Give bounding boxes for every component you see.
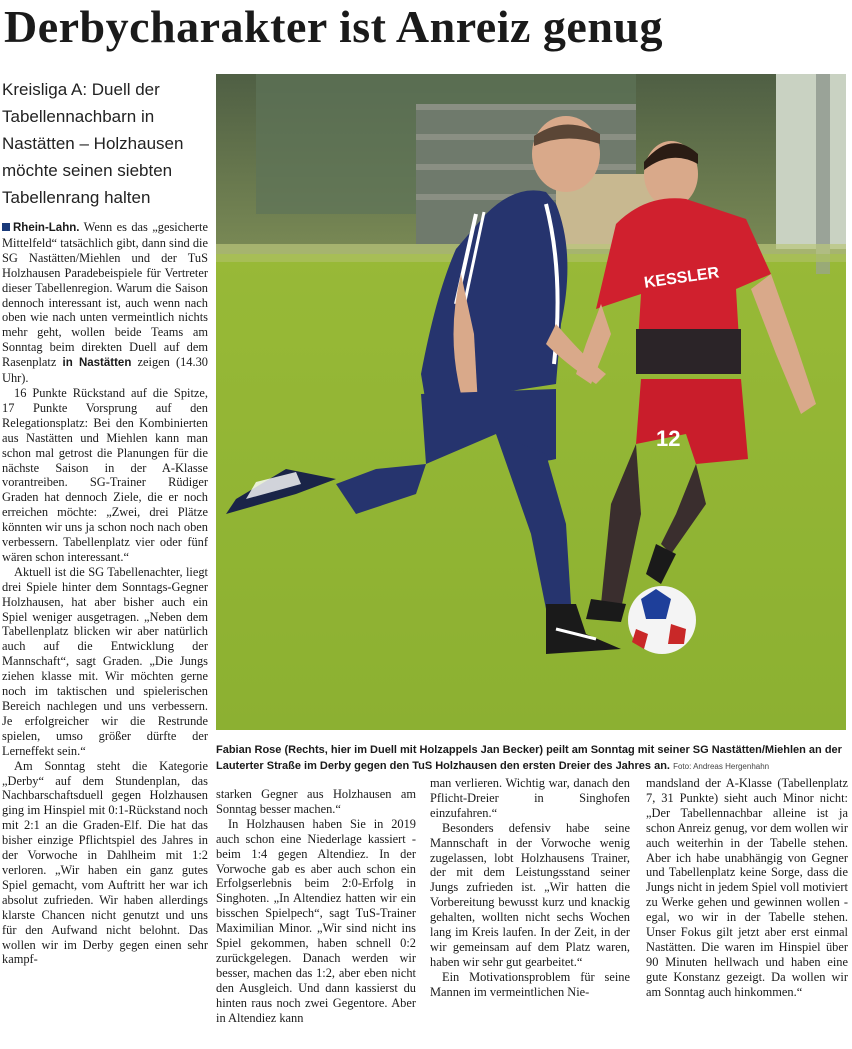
headline: Derbycharakter ist Anreiz genug xyxy=(4,1,664,52)
caption-text: Fabian Rose (Rechts, hier im Duell mit Holzappels Jan Becker) peilt am Sonntag mit seiner SG Nastätten/Miehlen an der Lauterter Straße im Derby gegen den TuS Holzhausen den ersten Dreier des Jahres an. xyxy=(216,744,842,772)
location-bold: in Nastätten xyxy=(62,357,132,370)
paragraph-text: Wenn es das „gesicherte Mittelfeld“ tatsächlich gibt, dann sind die SG Nastätten/Miehlen und der TuS Holzhausen Paradebeispiele für Vertreter dieser Tabellenregion. Warum die Saison dennoch interessant ist, auch wenn nach oben wie nach unten vermeintlich nichts mehr geht, wollen beide Teams am Sonntag beim direkten Duell auf dem Rasenplatz xyxy=(2,220,208,370)
photo-caption xyxy=(216,742,848,775)
paragraph: starken Gegner aus Holzhausen am Sonntag besser machen.“ xyxy=(216,787,416,816)
paragraph: Am Sonntag steht die Kategorie „Derby“ auf dem Stundenplan, das Nachbarschaftsduell gegen Holzhausen ging im Hinspiel mit 0:1-Rückstand noch mit 2:1 an die Graden-Elf. Die hat das bisher einzige Pflichtspiel des Jahres in der Vorwoche in Dahlheim mit 1:2 verloren. „Wir haben ein ganz gutes Spiel gemacht, vom Auftritt her war ich absolut zufrieden. Wir haben allerdings klarste Chancen nicht genutzt und uns für den Aufwand nicht belohnt. Das wollen wir im Derby gegen einen sehr kampf- xyxy=(2,758,208,967)
paragraph: man verlieren. Wichtig war, danach den Pflicht-Dreier in Singhofen einzufahren.“ xyxy=(430,776,630,820)
football xyxy=(628,586,696,654)
article-column-3 xyxy=(430,776,630,1000)
paragraph: Ein Motivationsproblem für seine Mannen im vermeintlichen Nie- xyxy=(430,969,630,999)
kicker-subheading: Kreisliga A: Duell der Tabellennachbarn in Nastätten – Holzhausen möchte seinen siebten Tabellenrang halten xyxy=(2,80,184,207)
paragraph xyxy=(2,220,208,386)
paragraph: In Holzhausen haben Sie in 2019 auch schon eine Niederlage kassiert - beim 1:4 gegen Altendiez. In der Vorwoche gab es aber auch schon ein Erfolgserlebnis beim 2:0-Erfolg in Singhoten. „In Altendiez hatten wir ein bisschen Spielpech“, sagt TuS-Trainer Maximilian Minor. „Wir sind nicht ins Spiel gekommen, haben schnell 0:2 zurückgelegen. Danach werden wir besser, machen das 1:2, aber eben nicht den Ausgleich. Und dann kassierst du hinten raus noch zwei Gegentore. Aber in Altendiez kann xyxy=(216,816,416,1025)
paragraph: Aktuell ist die SG Tabellenachter, liegt drei Spiele hinter dem Sonntags-Gegner Holzhausen, hat aber bisher auch ein Spiel weniger ausgetragen. „Neben dem Tabellenplatz blicken wir aber natürlich auch auf die Entwicklung der Mannschaft“, sagt Graden. „Die Jungs ziehen klasse mit. Wir möchten gerne noch im taktischen und spielerischen Bereich nachlegen und uns verbessern. Je erfolgreicher wir die Restrunde spielen, umso größer dürfte der Lerneffekt sein.“ xyxy=(2,564,208,758)
match-photo xyxy=(216,74,846,730)
photo-credit: Foto: Andreas Hergenhahn xyxy=(673,762,770,771)
article-column-4 xyxy=(646,776,848,1000)
section-marker-icon xyxy=(2,223,10,231)
sponsor-logo: KESSLER xyxy=(643,264,721,292)
paragraph: 16 Punkte Rückstand auf die Spitze, 17 Punkte Vorsprung auf den Relegationsplatz: Bei den Kombinierten aus Nastätten und Miehlen kann man schon mal getrost die Planungen für die nächste Saison in der A-Klasse vorantreiben. SG-Trainer Rüdiger Graden hat dennoch Ziele, die er noch erreichen möchte: „Zwei, drei Plätze könnten wir uns ja schon noch nach oben verbessern. Tabellenplatz vier oder fünf wären schon interessant.“ xyxy=(2,385,208,564)
paragraph-text: zeigen (14.30 Uhr). xyxy=(2,355,208,386)
article-column-2 xyxy=(216,787,416,1026)
article-column-1 xyxy=(2,220,208,967)
shirt-number: 12 xyxy=(656,426,681,451)
dateline: Rhein-Lahn. xyxy=(13,222,80,234)
paragraph: Besonders defensiv habe seine Mannschaft in der Vorwoche wenig zugelassen, lobt Holzhausens Trainer, der mit dem Leistungsstand seiner Jungs zufrieden ist. „Wir hatten die Vorbereitung bewusst kurz und knackig gehalten, wollten nicht sechs Wochen lang im Kreis laufen. In der Zeit, in der wir gemeinsam auf dem Platz waren, haben wir sehr gut gearbeitet.“ xyxy=(430,820,630,969)
paragraph: mandsland der A-Klasse (Tabellenplatz 7, 31 Punkte) sieht auch Minor nicht: „Der Tabellennachbar alleine ist ja schon Anreiz genug, vor dem wollen wir auch weiterhin in der Tabelle stehen. Aber ich habe unabhängig von Gegner und Tabellenplatz keine Sorge, dass die Jungs nicht in jedem Spiel voll motiviert zu Werke gehen und gewinnen wollen - egal, wo wir in der Tabelle stehen. Unser Fokus gilt jetzt aber erst einmal Nastätten. Die waren im Hinspiel über 90 Minuten hellwach und haben eine gute Konstanz gezeigt. Da wollen wir am Sonntag auch hinkommen.“ xyxy=(646,776,848,999)
